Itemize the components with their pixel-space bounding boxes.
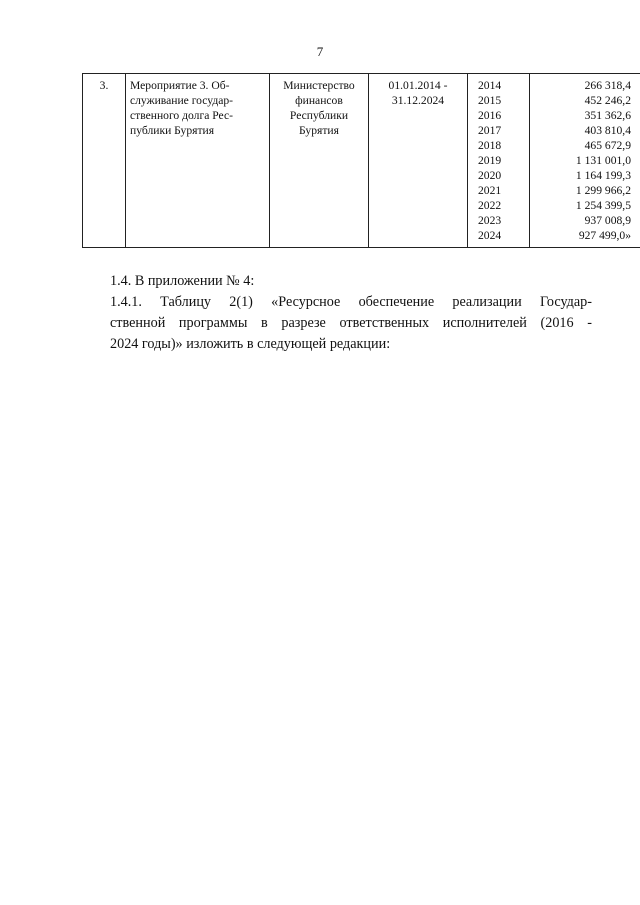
year-item: 2021	[478, 184, 502, 197]
row-number-cell: 3.	[83, 74, 126, 248]
paragraph-line: 2024 годы)» изложить в следующей редакции:	[110, 336, 391, 352]
amount-item: 1 254 399,5	[575, 199, 631, 212]
amount-item: 1 299 966,2	[575, 184, 631, 197]
paragraph-1-4-1	[82, 292, 592, 355]
amount-item: 351 362,6	[584, 109, 631, 122]
resource-table	[82, 73, 640, 248]
executor-cell: Министерство финансов Республики Бурятия	[270, 74, 369, 248]
amount-item: 452 246,2	[584, 94, 631, 107]
year-item: 2016	[478, 109, 502, 122]
years-cell	[468, 74, 530, 248]
amount-item: 403 810,4	[584, 124, 631, 137]
amount-item: 465 672,9	[584, 139, 631, 152]
event-name-cell: Мероприятие 3. Об- служивание государ- ственного долга Рес- публики Бурятия	[126, 74, 270, 248]
paragraph-line: ственной программы в разрезе ответственных исполнителей (2016 -	[110, 315, 592, 331]
amount-item: 937 008,9	[584, 214, 631, 227]
paragraph-line: 1.4.1. Таблицу 2(1) «Ресурсное обеспечение реализации Государ-	[110, 294, 592, 310]
table-row	[83, 74, 640, 248]
paragraph-1-4: 1.4. В приложении № 4:	[110, 273, 255, 289]
year-item: 2014	[478, 79, 502, 92]
page-number: 7	[316, 44, 324, 59]
year-item: 2017	[478, 124, 502, 137]
year-item: 2020	[478, 169, 502, 182]
year-item: 2018	[478, 139, 502, 152]
amount-item: 266 318,4	[584, 79, 631, 92]
year-item: 2023	[478, 214, 502, 227]
amount-item: 1 164 199,3	[575, 169, 631, 182]
amount-item: 1 131 001,0	[575, 154, 631, 167]
amounts-cell	[530, 74, 640, 248]
year-item: 2015	[478, 94, 502, 107]
amount-item: 927 499,0»	[578, 229, 631, 242]
year-item: 2024	[478, 229, 502, 242]
year-item: 2022	[478, 199, 502, 212]
year-item: 2019	[478, 154, 502, 167]
period-cell: 01.01.2014 - 31.12.2024	[369, 74, 468, 248]
